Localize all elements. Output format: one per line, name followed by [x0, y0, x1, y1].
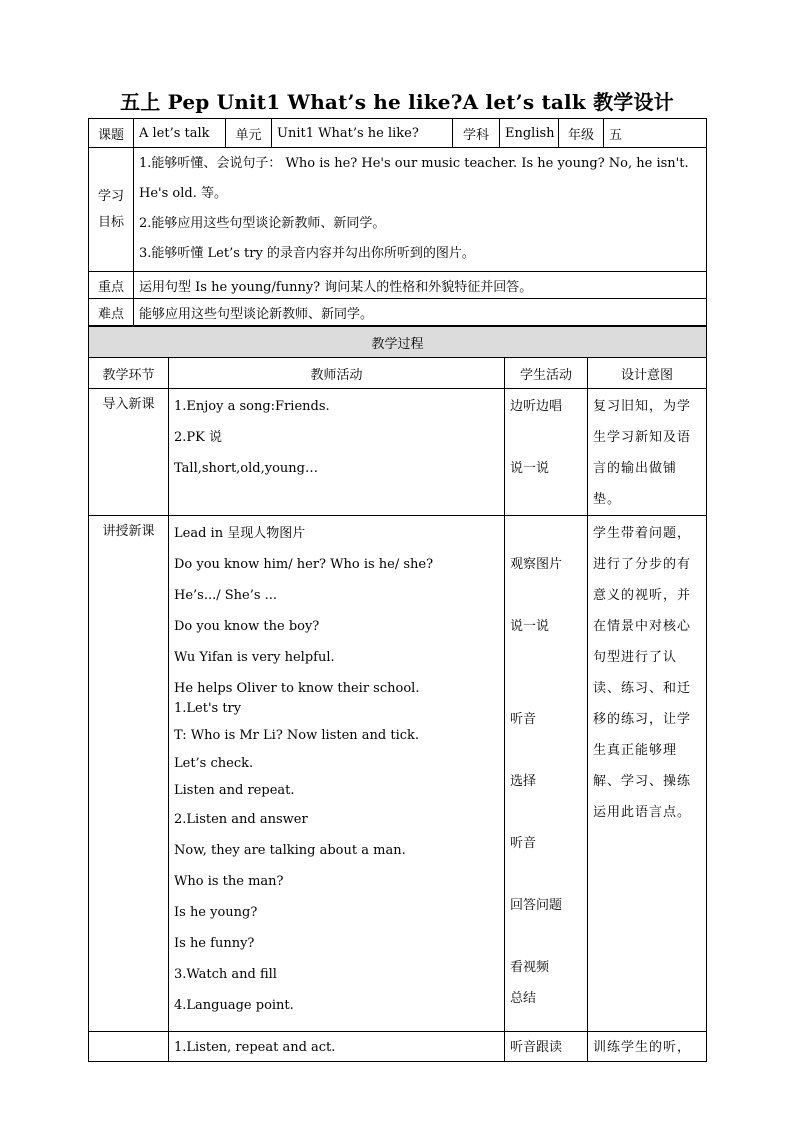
design-intent-cell: 复习旧知，为学生学习新知及语言的输出做铺垫。 — [588, 389, 707, 516]
header-intent: 设计意图 — [588, 358, 707, 389]
student-line: 说一说 — [510, 619, 550, 634]
key-point-label: 重点 — [89, 272, 134, 299]
student-line — [510, 797, 582, 828]
teacher-line: Who is the man? — [174, 874, 284, 889]
process-heading-row — [89, 327, 707, 358]
header-student: 学生活动 — [505, 358, 588, 389]
teacher-line: 4.Language point. — [174, 998, 294, 1013]
lesson-info-table — [88, 118, 707, 326]
topic-value: A let’s talk — [134, 119, 226, 148]
process-heading: 教学过程 — [89, 327, 707, 358]
teacher-line: Let’s check. — [174, 756, 254, 771]
difficulty-value: 能够应用这些句型谈论新教师、新同学。 — [134, 299, 707, 326]
teacher-line: Is he young? — [174, 905, 258, 920]
teacher-line: He’s.../ She’s ... — [174, 588, 278, 603]
student-line: 总结 — [510, 991, 537, 1006]
student-line — [510, 673, 582, 704]
student-activity-cell — [505, 516, 588, 1032]
teaching-process-table — [88, 326, 707, 1062]
header-stage: 教学环节 — [89, 358, 169, 389]
document-title: 五上 Pep Unit1 What’s he like?A let’s talk 教学设计 — [120, 90, 674, 114]
student-line — [510, 518, 582, 549]
teacher-activity-cell — [169, 389, 505, 516]
topic-label: 课题 — [89, 119, 134, 148]
teacher-line: Do you know the boy? — [174, 619, 320, 634]
teacher-line: Is he funny? — [174, 936, 255, 951]
teacher-line: He helps Oliver to know their school. — [174, 681, 420, 696]
subject-value: English — [500, 119, 559, 148]
teacher-activity-cell — [169, 516, 505, 1032]
goals-row — [89, 148, 707, 272]
student-line: 听音 — [510, 712, 537, 727]
process-row-practice — [89, 1032, 707, 1062]
student-line: 边听边唱 — [510, 399, 563, 414]
design-intent-cell: 训练学生的听， — [588, 1032, 707, 1062]
student-line — [510, 735, 582, 766]
student-line — [510, 859, 582, 890]
student-line: 选择 — [510, 774, 537, 789]
info-row — [89, 119, 707, 148]
teacher-line: Wu Yifan is very helpful. — [174, 650, 335, 665]
subject-label: 学科 — [453, 119, 500, 148]
goal-item: 3.能够听懂 Let’s try 的录音内容并勾出你所听到的图片。 — [139, 246, 475, 261]
teacher-line: 1.Enjoy a song:Friends. — [174, 399, 330, 414]
teacher-line: Tall,short,old,young… — [174, 461, 318, 476]
header-teacher: 教师活动 — [169, 358, 505, 389]
grade-value: 五 — [604, 119, 707, 148]
student-line — [510, 422, 582, 453]
unit-label: 单元 — [226, 119, 272, 148]
student-activity-cell — [505, 389, 588, 516]
student-line: 听音 — [510, 836, 537, 851]
difficulty-row — [89, 299, 707, 326]
difficulty-label: 难点 — [89, 299, 134, 326]
goal-item: 2.能够应用这些句型谈论新教师、新同学。 — [139, 216, 386, 231]
stage-cell — [89, 1032, 169, 1062]
goals-content — [134, 148, 707, 272]
student-line — [510, 580, 582, 611]
teacher-line: Do you know him/ her? Who is he/ she? — [174, 557, 434, 572]
key-point-value: 运用句型 Is he young/funny? 询问某人的性格和外貌特征并回答。 — [134, 272, 707, 299]
process-header-row — [89, 358, 707, 389]
teacher-line: 3.Watch and fill — [174, 967, 277, 982]
teacher-line: Lead in 呈现人物图片 — [174, 526, 306, 541]
grade-label: 年级 — [559, 119, 604, 148]
teacher-line: 1.Listen, repeat and act. — [174, 1040, 336, 1055]
teacher-line: Listen and repeat. — [174, 783, 295, 798]
teacher-line: T: Who is Mr Li? Now listen and tick. — [174, 728, 420, 743]
stage-cell: 讲授新课 — [89, 516, 169, 1032]
student-line — [510, 921, 582, 952]
stage-cell: 导入新课 — [89, 389, 169, 516]
teacher-activity-cell — [169, 1032, 505, 1062]
design-intent-cell: 学生带着问题，进行了分步的有意义的视听，并在情景中对核心句型进行了认读、练习、和迁移的练习，让学生真正能够理解、学习、操练运用此语言点。 — [588, 516, 707, 1032]
student-line: 回答问题 — [510, 898, 563, 913]
goals-label: 学习目标 — [89, 148, 134, 272]
student-line: 看视频 — [510, 960, 550, 975]
process-row-new-lesson — [89, 516, 707, 1032]
unit-value: Unit1 What’s he like? — [272, 119, 453, 148]
process-row-intro — [89, 389, 707, 516]
teacher-line: 2.PK 说 — [174, 430, 222, 445]
student-line — [510, 642, 582, 673]
student-activity-cell: 听音跟读 — [505, 1032, 588, 1062]
goal-item: 1.能够听懂、会说句子： Who is he? He's our music teacher. Is he young? No, he isn't. He's old. 等。 — [139, 156, 689, 201]
student-line: 说一说 — [510, 461, 550, 476]
teacher-line: 1.Let's try — [174, 701, 242, 716]
teacher-line: 2.Listen and answer — [174, 812, 308, 827]
teacher-line: Now, they are talking about a man. — [174, 843, 406, 858]
student-line: 观察图片 — [510, 557, 563, 572]
key-point-row — [89, 272, 707, 299]
